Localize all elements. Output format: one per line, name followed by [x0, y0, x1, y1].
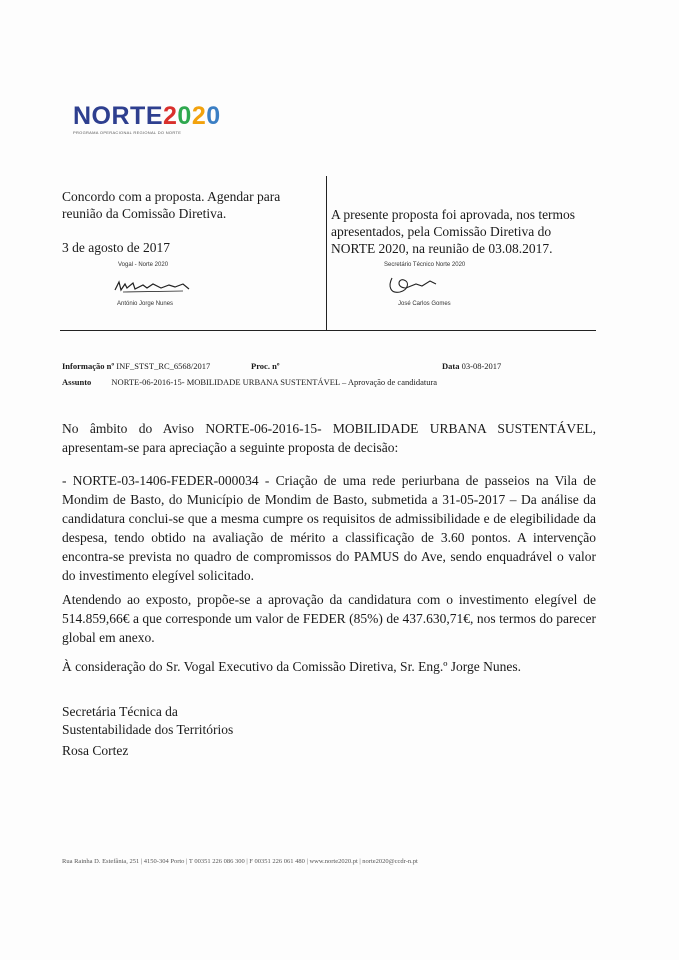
- body-paragraph-1: No âmbito do Aviso NORTE-06-2016-15- MOBILIDADE URBANA SUSTENTÁVEL, apresentam-se para apreciação a seguinte proposta de decisão:: [62, 421, 596, 455]
- signoff-name: Rosa Cortez: [62, 743, 129, 758]
- right-signer-role: Secretário Técnico Norte 2020: [384, 262, 466, 268]
- logo-subtitle: PROGRAMA OPERACIONAL REGIONAL DO NORTE: [73, 130, 182, 135]
- data-field: [442, 361, 501, 371]
- left-approval-date: 3 de agosto de 2017: [62, 240, 170, 255]
- left-signer-name: António Jorge Nunes: [117, 301, 174, 307]
- right-signer-name: José Carlos Gomes: [398, 301, 451, 307]
- assunto-value: NORTE-06-2016-15- MOBILIDADE URBANA SUSTENTÁVEL – Aprovação de candidatura: [111, 377, 438, 387]
- logo-digit: 0: [206, 102, 221, 130]
- assunto-field: [62, 377, 437, 387]
- body-paragraph-3: Atendendo ao exposto, propõe-se a aprovação da candidatura com o investimento elegível de 514.859,66€ a que corresponde um valor de FEDER (85%) de 437.630,71€, nos termos do parecer global em anexo.: [62, 592, 596, 645]
- body-paragraph-4: À consideração do Sr. Vogal Executivo da Comissão Diretiva, Sr. Eng.º Jorge Nunes.: [62, 659, 521, 674]
- vertical-divider: [326, 176, 327, 330]
- left-approval-note: Concordo com a proposta. Agendar para reunião da Comissão Diretiva.: [62, 189, 281, 221]
- left-signer-role: Vogal - Norte 2020: [118, 262, 169, 268]
- norte2020-logo: [73, 103, 221, 135]
- horizontal-divider: [60, 330, 596, 331]
- logo-digit: 0: [177, 102, 192, 130]
- informacao-field: [62, 361, 210, 371]
- logo-norte-text: NORTE: [73, 102, 163, 130]
- informacao-value: INF_STST_RC_6568/2017: [116, 361, 211, 371]
- informacao-label: Informação nº: [62, 361, 115, 371]
- data-label: Data: [442, 361, 460, 371]
- right-signature-icon: [386, 272, 446, 298]
- right-approval-note: A presente proposta foi aprovada, nos termos apresentados, pela Comissão Diretiva do NORTE 2020, na reunião de 03.08.2017.: [331, 207, 576, 256]
- body-paragraph-2: - NORTE-03-1406-FEDER-000034 - Criação de uma rede periurbana de passeios na Vila de Mondim de Basto, do Município de Mondim de Basto, submetida a 31-05-2017 – Da análise da candidatura conclui-se que a mesma cumpre os requisitos de admissibilidade e de elegibilidade da despesa, tendo obtido na avaliação de mérito a classificação de 3.60 pontos. A intervenção encontra-se prevista no quadro de compromissos do PAMUS do Ave, sendo enquadrável o valor do investimento elegível solicitado.: [62, 473, 596, 583]
- signoff-line-1: Secretária Técnica da: [62, 704, 178, 719]
- signoff-line-2: Sustentabilidade dos Territórios: [62, 722, 234, 737]
- proc-field: [251, 361, 280, 371]
- logo-digit: 2: [191, 102, 207, 130]
- page-footer: Rua Rainha D. Estefânia, 251 | 4150-304 Porto | T 00351 226 086 300 | F 00351 226 061 480 | www.norte2020.pt | norte2020@ccdr-n.pt: [62, 858, 418, 865]
- logo-digit: 2: [163, 102, 178, 130]
- left-signature-icon: [113, 276, 193, 296]
- data-value: 03-08-2017: [461, 361, 502, 371]
- assunto-label: Assunto: [62, 377, 92, 387]
- proc-label: Proc. nº: [251, 361, 280, 371]
